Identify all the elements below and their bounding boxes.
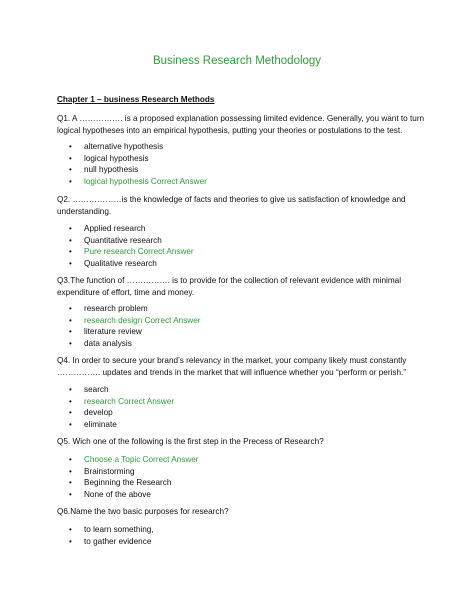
correct-answer-item: • research design Correct Answer [57,315,201,327]
option-item: • alternative hypothesis [57,141,207,153]
question-6-options [57,524,154,547]
chapter-heading: Chapter 1 – business Research Methods [57,95,215,104]
question-2-options [57,223,194,269]
option-item: • data analysis [57,338,201,350]
option-item: • logical hypothesis [57,153,207,165]
question-4-options [57,384,174,430]
correct-answer-item: • logical hypothesis Correct Answer [57,176,207,188]
option-item: • null hypothesis [57,164,207,176]
option-item: • search [57,384,174,396]
option-item: • Brainstorming [57,466,199,478]
option-item: • Beginning the Research [57,477,199,489]
document-title: Business Research Methodology [152,55,322,67]
option-item: • to gather evidence [57,536,154,548]
option-item: • develop [57,407,174,419]
option-item: • Quantitative research [57,235,194,247]
option-item: • to learn something, [57,524,154,536]
question-5-options [57,454,199,500]
correct-answer-item: • Choose a Topic Correct Answer [57,454,199,466]
question-1-text: Q1. A ……………. is a proposed explanation possessing limited evidence. Generally, you want to turn logical hypotheses into an empirical hypothesis, putting your theories or postulations to the test. [57,114,425,136]
question-6-text: Q6.Name the two basic purposes for research? [57,507,229,516]
option-item: • literature review [57,326,201,338]
option-item: • research problem [57,303,201,315]
option-item: • eliminate [57,419,174,431]
question-5-text: Q5. Wich one of the following is the first step in the Precess of Research? [57,437,324,446]
option-item: • Applied research [57,223,194,235]
option-item: • Qualitative research [57,258,194,270]
correct-answer-item: • Pure research Correct Answer [57,246,194,258]
question-1-options [57,141,207,187]
correct-answer-item: • research Correct Answer [57,396,174,408]
option-item: • None of the above [57,489,199,501]
question-3-text: Q3.The function of ……………. is to provide for the collection of relevant evidence with minimal expenditure of effort, time and money. [57,276,402,298]
question-2-text: Q2. ………………is the knowledge of facts and theories to give us satisfaction of knowledge and understanding. [57,195,406,217]
question-4-text: Q4. In order to secure your brand’s relevancy in the market, your company likely must constantly ……………. updates and trends in the market that will influence whether you “perform or perish.” [57,356,407,378]
question-3-options [57,303,201,349]
